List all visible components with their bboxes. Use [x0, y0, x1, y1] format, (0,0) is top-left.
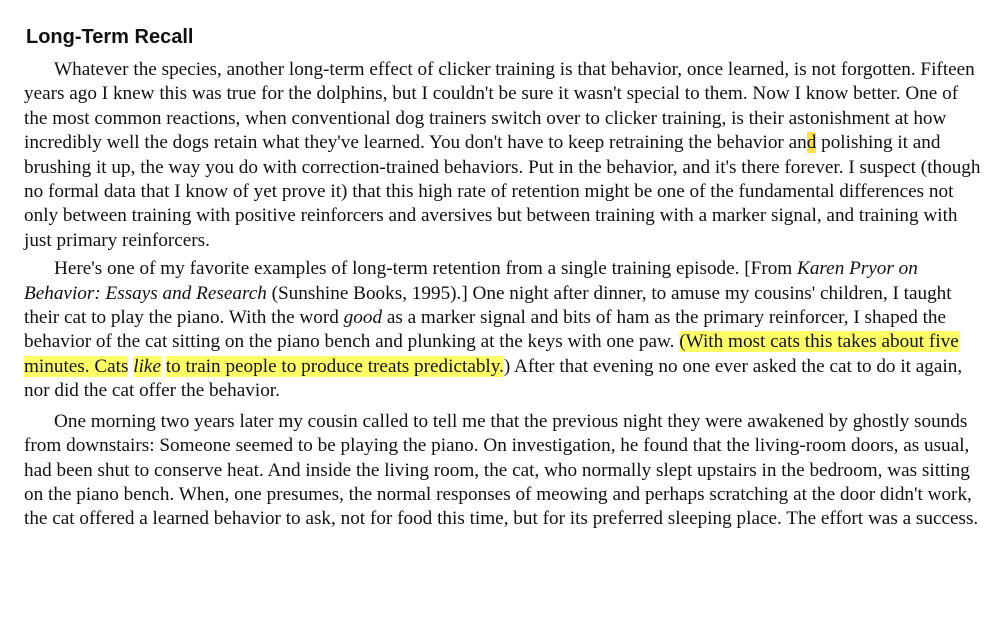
paragraph-1 — [24, 58, 986, 253]
paragraph-2 — [24, 257, 986, 403]
document-page — [24, 22, 986, 536]
section-heading: Long-Term Recall — [26, 26, 194, 48]
term-good: good — [343, 307, 383, 329]
book-title: Karen Pryor on Behavior: Essays and Research — [24, 258, 918, 304]
highlighted-character[interactable]: d — [806, 132, 817, 154]
highlight-span-2[interactable]: to train people to produce treats predictably. — [165, 355, 504, 377]
highlight-span-1[interactable]: (With most cats this takes about five minutes. Cats — [24, 331, 959, 377]
paragraph-3: One morning two years later my cousin called to tell me that the previous night they were awakened by ghostly sounds from downstairs: Someone seemed to be playing the piano. On investigation, he found that the living-room doors, as usual, had been shut to conserve heat. And inside the living room, the cat, who normally slept upstairs in the bedroom, was sitting on the piano bench. When, one presumes, the normal responses of meowing and perhaps scratching at the door didn't work, the cat offered a learned behavior to ask, not for food this time, but for its preferred sleeping place. The effort was a success. — [24, 410, 979, 530]
paragraph-1-text-a: Whatever the species, another long-term effect of clicker training is that behavior, once learned, is not forgotten. Fifteen years ago I knew this was true for the dolphins, but I couldn't be sure it wasn't special to them. Now I know better. One of the most common reactions, when conventional dog trainers switch over to clicker training, is their astonishment at how incredibly well the dogs retain what they've learned. You don't have to keep retraining the behavior an — [24, 59, 975, 154]
paragraph-2-text-d: ) After that evening no one ever asked the cat to do it again, nor did the cat offer the behavior. — [24, 355, 963, 402]
paragraph-1-text-b: polishing it and brushing it up, the way you do with correction-trained behaviors. Put in the behavior, and it's there forever. I suspect (though no formal data that I know of yet prove it) that this high rate of retention might be one of the fundamental differences not only between training with positive reinforcers and aversives but between training with a marker signal, and training with just primary reinforcers. — [24, 132, 981, 251]
paragraph-2-text-b: (Sunshine Books, 1995).] One night after dinner, to amuse my cousins' children, I taught their cat to play the piano. With the word — [24, 282, 952, 329]
highlight-word-like[interactable]: like — [133, 355, 161, 377]
paragraph-2-text-a: Here's one of my favorite examples of long-term retention from a single training episode. [From — [54, 258, 798, 280]
paragraph-2-text-c: as a marker signal and bits of ham as the primary reinforcer, I shaped the behavior of the cat sitting on the piano bench and plunking at the keys with one paw. — [24, 307, 947, 353]
